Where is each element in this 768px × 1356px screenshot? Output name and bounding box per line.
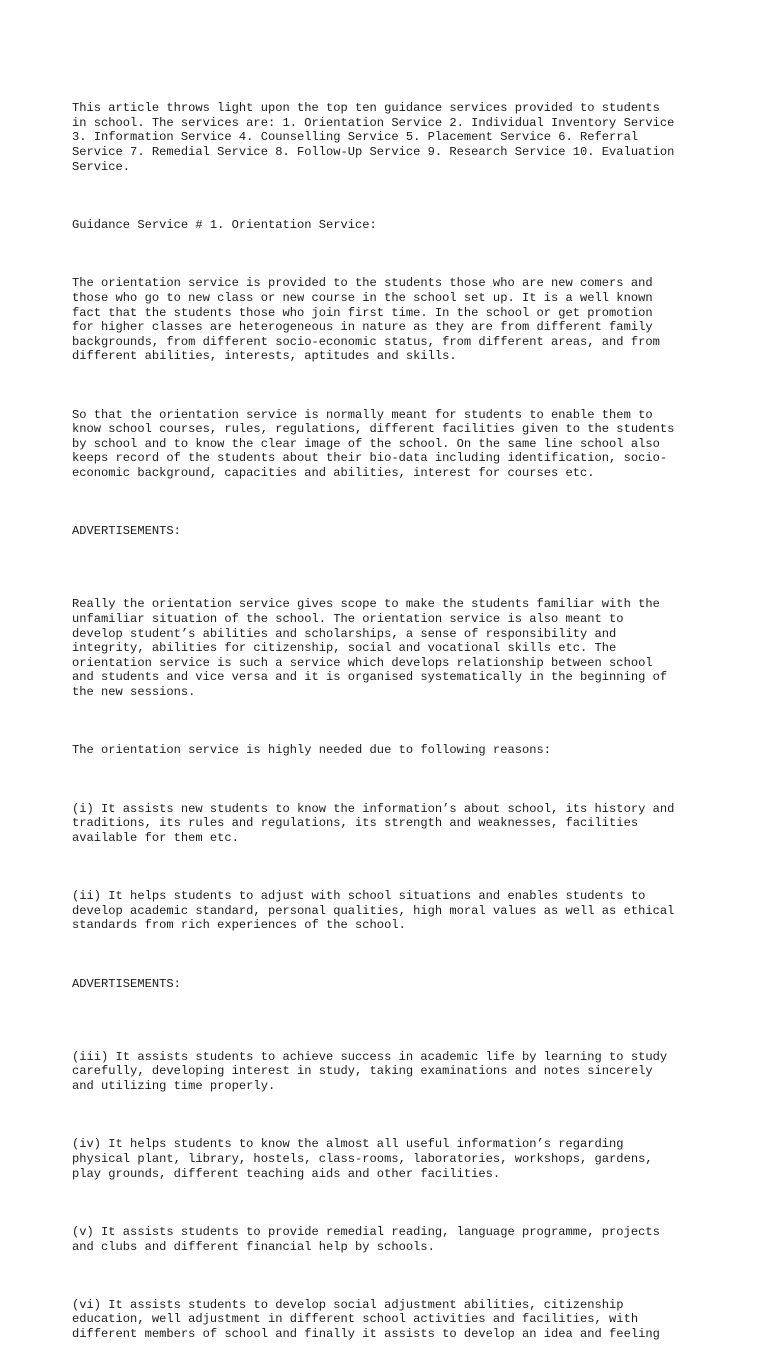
intro-paragraph: This article throws light upon the top ten guidance services provided to students in school. The services are: 1. Orientation Service 2. Individual Inventory Service 3. Information Service 4. Counselling Service 5. Placement Service 6. Referral Service 7. Remedial Service 8. Follow-Up Service 9. Research Service 10. Evaluation Service. [72,101,675,174]
paragraph: The orientation service is highly needed due to following reasons: [72,743,551,758]
advertisement-label: ADVERTISEMENTS: [72,976,181,991]
list-item: (ii) It helps students to adjust with school situations and enables students to develop academic standard, personal qualities, high moral values as well as ethical standards from rich experiences of the school. [72,889,675,933]
list-item: (v) It assists students to provide remedial reading, language programme, projects and clubs and different financial help by schools. [72,1224,660,1254]
advertisement-label: ADVERTISEMENTS: [72,524,181,539]
list-item: (i) It assists new students to know the information’s about school, its history and traditions, its rules and regulations, its strength and weaknesses, facilities available for them etc. [72,801,675,845]
paragraph: Really the orientation service gives scope to make the students familiar with the unfamiliar situation of the school. The orientation service is also meant to develop student’s abilities and scholarships, a sense of responsibility and integrity, abilities for citizenship, social and vocational skills etc. The orientation service is such a service which develops relationship between school and students and vice versa and it is organised systematically in the beginning of the new sessions. [72,597,668,699]
list-item: (iv) It helps students to know the almost all useful information’s regarding physical plant, library, hostels, class-rooms, laboratories, workshops, gardens, play grounds, different teaching aids and other facilities. [72,1137,653,1181]
document-page [72,72,702,1356]
paragraph: The orientation service is provided to the students those who are new comers and those who go to new class or new course in the school set up. It is a well known fact that the students those who join first time. In the school or get promotion for higher classes are heterogeneous in nature as they are from different family backgrounds, from different socio-economic status, from different areas, and from different abilities, interests, aptitudes and skills. [72,276,660,364]
paragraph: So that the orientation service is normally meant for students to enable them to know school courses, rules, regulations, different facilities given to the students by school and to know the clear image of the school. On the same line school also keeps record of the students about their bio-data including identification, socio- economic background, capacities and abilities, interest for courses etc. [72,407,675,481]
list-item: (vi) It assists students to develop social adjustment abilities, citizenship education, well adjustment in different school activities and facilities, with different members of school and finally it assists to develop an idea and feeling [72,1297,660,1342]
section-heading: Guidance Service # 1. Orientation Service: [72,217,377,232]
list-item: (iii) It assists students to achieve success in academic life by learning to study carefully, developing interest in study, taking examinations and notes sincerely and utilizing time properly. [72,1049,668,1093]
